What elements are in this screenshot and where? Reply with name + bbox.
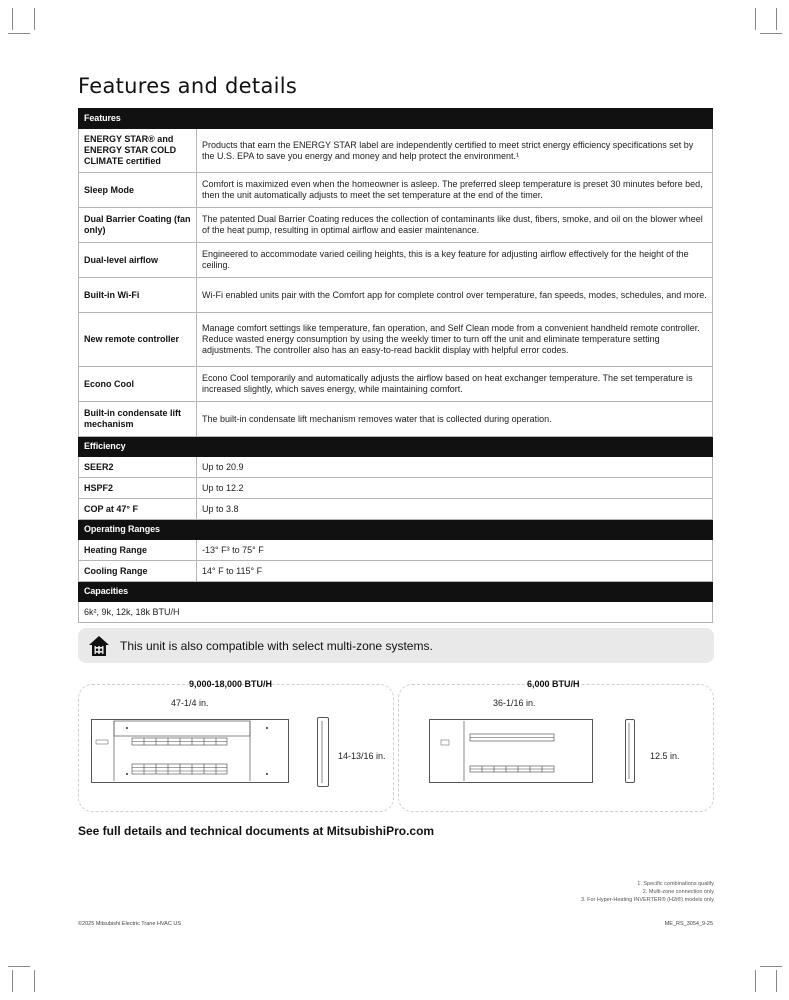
spec-label: SEER2 xyxy=(79,457,197,478)
footnote: 2. Multi-zone connection only xyxy=(642,889,714,895)
copyright: ©2025 Mitsubishi Electric Trane HVAC US xyxy=(78,921,181,927)
spec-value: Up to 12.2 xyxy=(197,478,713,499)
spec-value: Up to 20.9 xyxy=(197,457,713,478)
feature-description: The built-in condensate lift mechanism removes water that is collected during operation. xyxy=(197,402,713,437)
table-row xyxy=(79,243,713,278)
feature-label: Dual Barrier Coating (fan only) xyxy=(79,208,197,243)
table-row xyxy=(79,561,713,582)
crop-mark xyxy=(34,8,35,30)
feature-description: Engineered to accommodate varied ceiling heights, this is a key feature for adjusting airflow effectively for the height of the ceiling. xyxy=(197,243,713,278)
spec-label: Heating Range xyxy=(79,540,197,561)
table-row xyxy=(79,402,713,437)
capacities-value: 6k², 9k, 12k, 18k BTU/H xyxy=(79,602,713,623)
spec-label: COP at 47° F xyxy=(79,499,197,520)
banner-text: This unit is also compatible with select multi-zone systems. xyxy=(120,638,433,653)
section-title: Features xyxy=(79,109,713,129)
footnote: 3. For Hyper-Heating INVERTER® (H2i®) models only xyxy=(580,897,714,903)
feature-label: New remote controller xyxy=(79,313,197,367)
section-title: Operating Ranges xyxy=(79,520,713,540)
multi-zone-banner xyxy=(78,628,714,663)
crop-mark xyxy=(755,970,756,992)
table-row xyxy=(79,478,713,499)
feature-description: Manage comfort settings like temperature, fan operation, and Self Clean mode from a convenient handheld remote controller. Reduce wasted energy consumption by using the weekly timer to turn off the unit and eliminate temperature setting adjustments. The controller also has an easy-to-read backlit display with helpful error codes. xyxy=(197,313,713,367)
footnote: 1. Specific combinations qualify xyxy=(637,881,714,887)
section-title: Capacities xyxy=(79,582,713,602)
table-row xyxy=(79,208,713,243)
width-dimension: 36-1/16 in. xyxy=(493,698,536,708)
crop-mark xyxy=(776,8,777,30)
feature-description: The patented Dual Barrier Coating reduces the collection of contaminants like dust, fibers, smoke, and oil on the blower wheel of the heat pump, resulting in optimal airflow and easier maintenance. xyxy=(197,208,713,243)
feature-label: ENERGY STAR® and ENERGY STAR COLD CLIMATE certified xyxy=(79,129,197,173)
table-row xyxy=(79,129,713,173)
feature-description: Comfort is maximized even when the homeowner is asleep. The preferred sleep temperature is preset 30 minutes before bed, then the unit automatically adjusts to meet the set temperature at the end of the timer. xyxy=(197,173,713,208)
section-header-capacities xyxy=(79,582,713,602)
home-network-icon xyxy=(88,635,110,657)
crop-mark xyxy=(8,966,30,967)
diagram-title: 6,000 BTU/H xyxy=(527,679,580,689)
crop-mark xyxy=(760,966,782,967)
section-title: Efficiency xyxy=(79,437,713,457)
details-link[interactable]: See full details and technical documents at MitsubishiPro.com xyxy=(78,824,435,838)
table-row xyxy=(79,602,713,623)
crop-mark xyxy=(755,8,756,30)
feature-description: Wi-Fi enabled units pair with the Comfort app for complete control over temperature, fan speeds, modes, schedules, and more. xyxy=(197,278,713,313)
feature-label: Built-in condensate lift mechanism xyxy=(79,402,197,437)
unit-front-view xyxy=(429,719,593,783)
crop-mark xyxy=(34,970,35,992)
footnotes xyxy=(581,880,714,904)
feature-label: Sleep Mode xyxy=(79,173,197,208)
table-row xyxy=(79,278,713,313)
unit-front-view xyxy=(91,719,289,783)
diagram-title: 9,000-18,000 BTU/H xyxy=(189,679,273,689)
spec-label: HSPF2 xyxy=(79,478,197,499)
unit-side-view xyxy=(317,717,329,787)
crop-mark xyxy=(8,33,30,34)
spec-value: -13° F³ to 75° F xyxy=(197,540,713,561)
crop-mark xyxy=(12,970,13,992)
crop-mark xyxy=(12,8,13,30)
diagram-small-unit xyxy=(398,679,714,812)
crop-mark xyxy=(760,33,782,34)
height-dimension: 12.5 in. xyxy=(650,751,680,761)
table-row xyxy=(79,499,713,520)
section-header-operating-ranges xyxy=(79,520,713,540)
crop-mark xyxy=(776,970,777,992)
document-number: ME_RS_3054_9-25 xyxy=(664,921,713,927)
features-table xyxy=(78,108,713,623)
feature-description: Products that earn the ENERGY STAR label are independently certified to meet strict energy efficiency specifications set by the U.S. EPA to save you energy and money and help protect the environment.¹ xyxy=(197,129,713,173)
spec-label: Cooling Range xyxy=(79,561,197,582)
table-row xyxy=(79,457,713,478)
table-row xyxy=(79,367,713,402)
height-dimension: 14-13/16 in. xyxy=(338,751,386,761)
diagram-large-unit xyxy=(78,679,394,812)
feature-label: Dual-level airflow xyxy=(79,243,197,278)
section-header-efficiency xyxy=(79,437,713,457)
table-row xyxy=(79,313,713,367)
feature-label: Econo Cool xyxy=(79,367,197,402)
unit-side-view xyxy=(625,719,635,783)
table-row xyxy=(79,540,713,561)
page-title: Features and details xyxy=(78,74,298,98)
table-row xyxy=(79,173,713,208)
spec-value: 14° F to 115° F xyxy=(197,561,713,582)
feature-description: Econo Cool temporarily and automatically adjusts the airflow based on heat exchanger temperature. The set temperature is increased slightly, which saves energy, while maintaining comfort. xyxy=(197,367,713,402)
spec-value: Up to 3.8 xyxy=(197,499,713,520)
feature-label: Built-in Wi-Fi xyxy=(79,278,197,313)
width-dimension: 47-1/4 in. xyxy=(171,698,209,708)
section-header-features xyxy=(79,109,713,129)
